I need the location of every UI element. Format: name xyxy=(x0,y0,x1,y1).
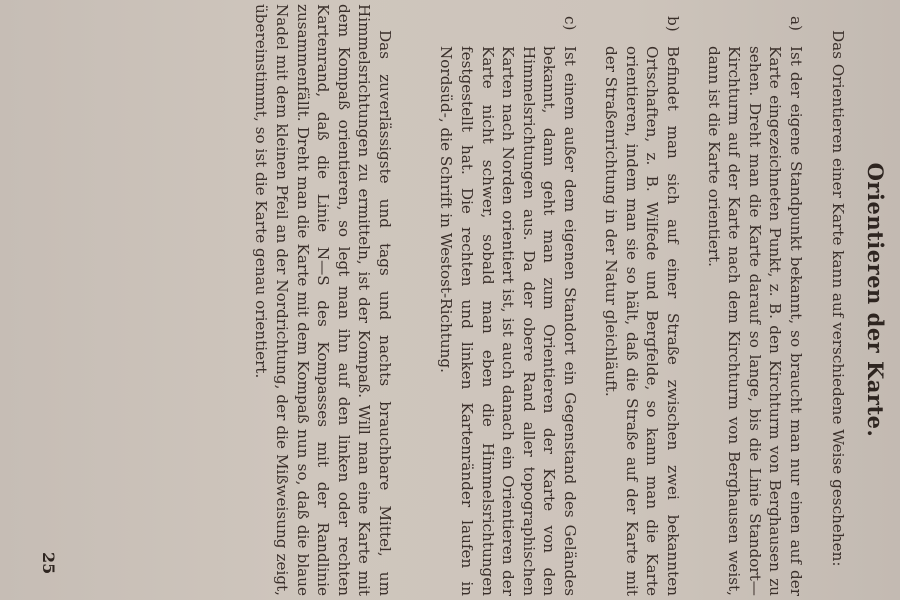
list-item-label: c) xyxy=(561,16,579,31)
list-item-text: Ist der eigene Standpunkt bekannt, so braucht man nur einen auf der Karte eingezeichneten Punkt, z. B. den Kirchturm von Berghausen zu sehen. Dreht man die Karte darauf so lange, bis die Linie Standort—Kirchturm auf der Karte nach dem Kirchturm von Berghausen weist, dann ist die Karte orientiert. xyxy=(704,46,805,596)
list-item-label: b) xyxy=(664,16,682,32)
intro-paragraph: Das Orientieren einer Karte kann auf verschiedene Weise geschehen: xyxy=(829,30,847,567)
page-title: Orientieren der Karte. xyxy=(863,162,888,438)
rotated-text-block xyxy=(24,4,890,596)
list-item xyxy=(601,6,683,596)
list-item-text: Befindet man sich auf einer Straße zwischen zwei bekannten Ortschaften, z. B. Wilfede und Bergfelde, so kann man die Karte orientieren, indem man sie so hält, daß die Straße auf der Karte mit der Straßenrichtung in der Natur gleichläuft. xyxy=(602,46,682,596)
list-item-label: a) xyxy=(787,16,805,31)
compass-paragraph: Das zuverlässigste und tags und nachts brauchbare Mittel, um Himmelsrichtungen zu ermitteln, ist der Kompaß. Will man eine Karte mit dem Kompaß orientieren, so legt man ihn auf den linken oder rechten Kartenrand, daß die Linie N—S des Kompasses mit der Randlinie zusammenfällt. Dreht man die Karte mit dem Kompaß nun so, daß die blaue Nadel mit dem kleinen Pfeil an der Nordrichtung, der die Mißweisung zeigt, übereinstimmt, so ist die Karte genau orientiert. xyxy=(252,4,394,596)
list-item xyxy=(703,6,806,596)
list-item xyxy=(436,6,580,596)
page-number: 25 xyxy=(39,552,58,575)
list-item-text: Ist einem außer dem eigenen Standort ein Gegenstand des Geländes bekannt, dann geht man zum Orientieren der Karte von den Himmelsrichtungen aus. Da der obere Rand aller topographischen Karten nach Norden orientiert ist, ist auch danach ein Orientieren der Karte nicht schwer, sobald man eben die Himmelsrichtungen festgestellt hat. Die rechten und linken Kartenränder laufen in Nordsüd-, die Schrift in Westost-Richtung. xyxy=(437,46,579,596)
